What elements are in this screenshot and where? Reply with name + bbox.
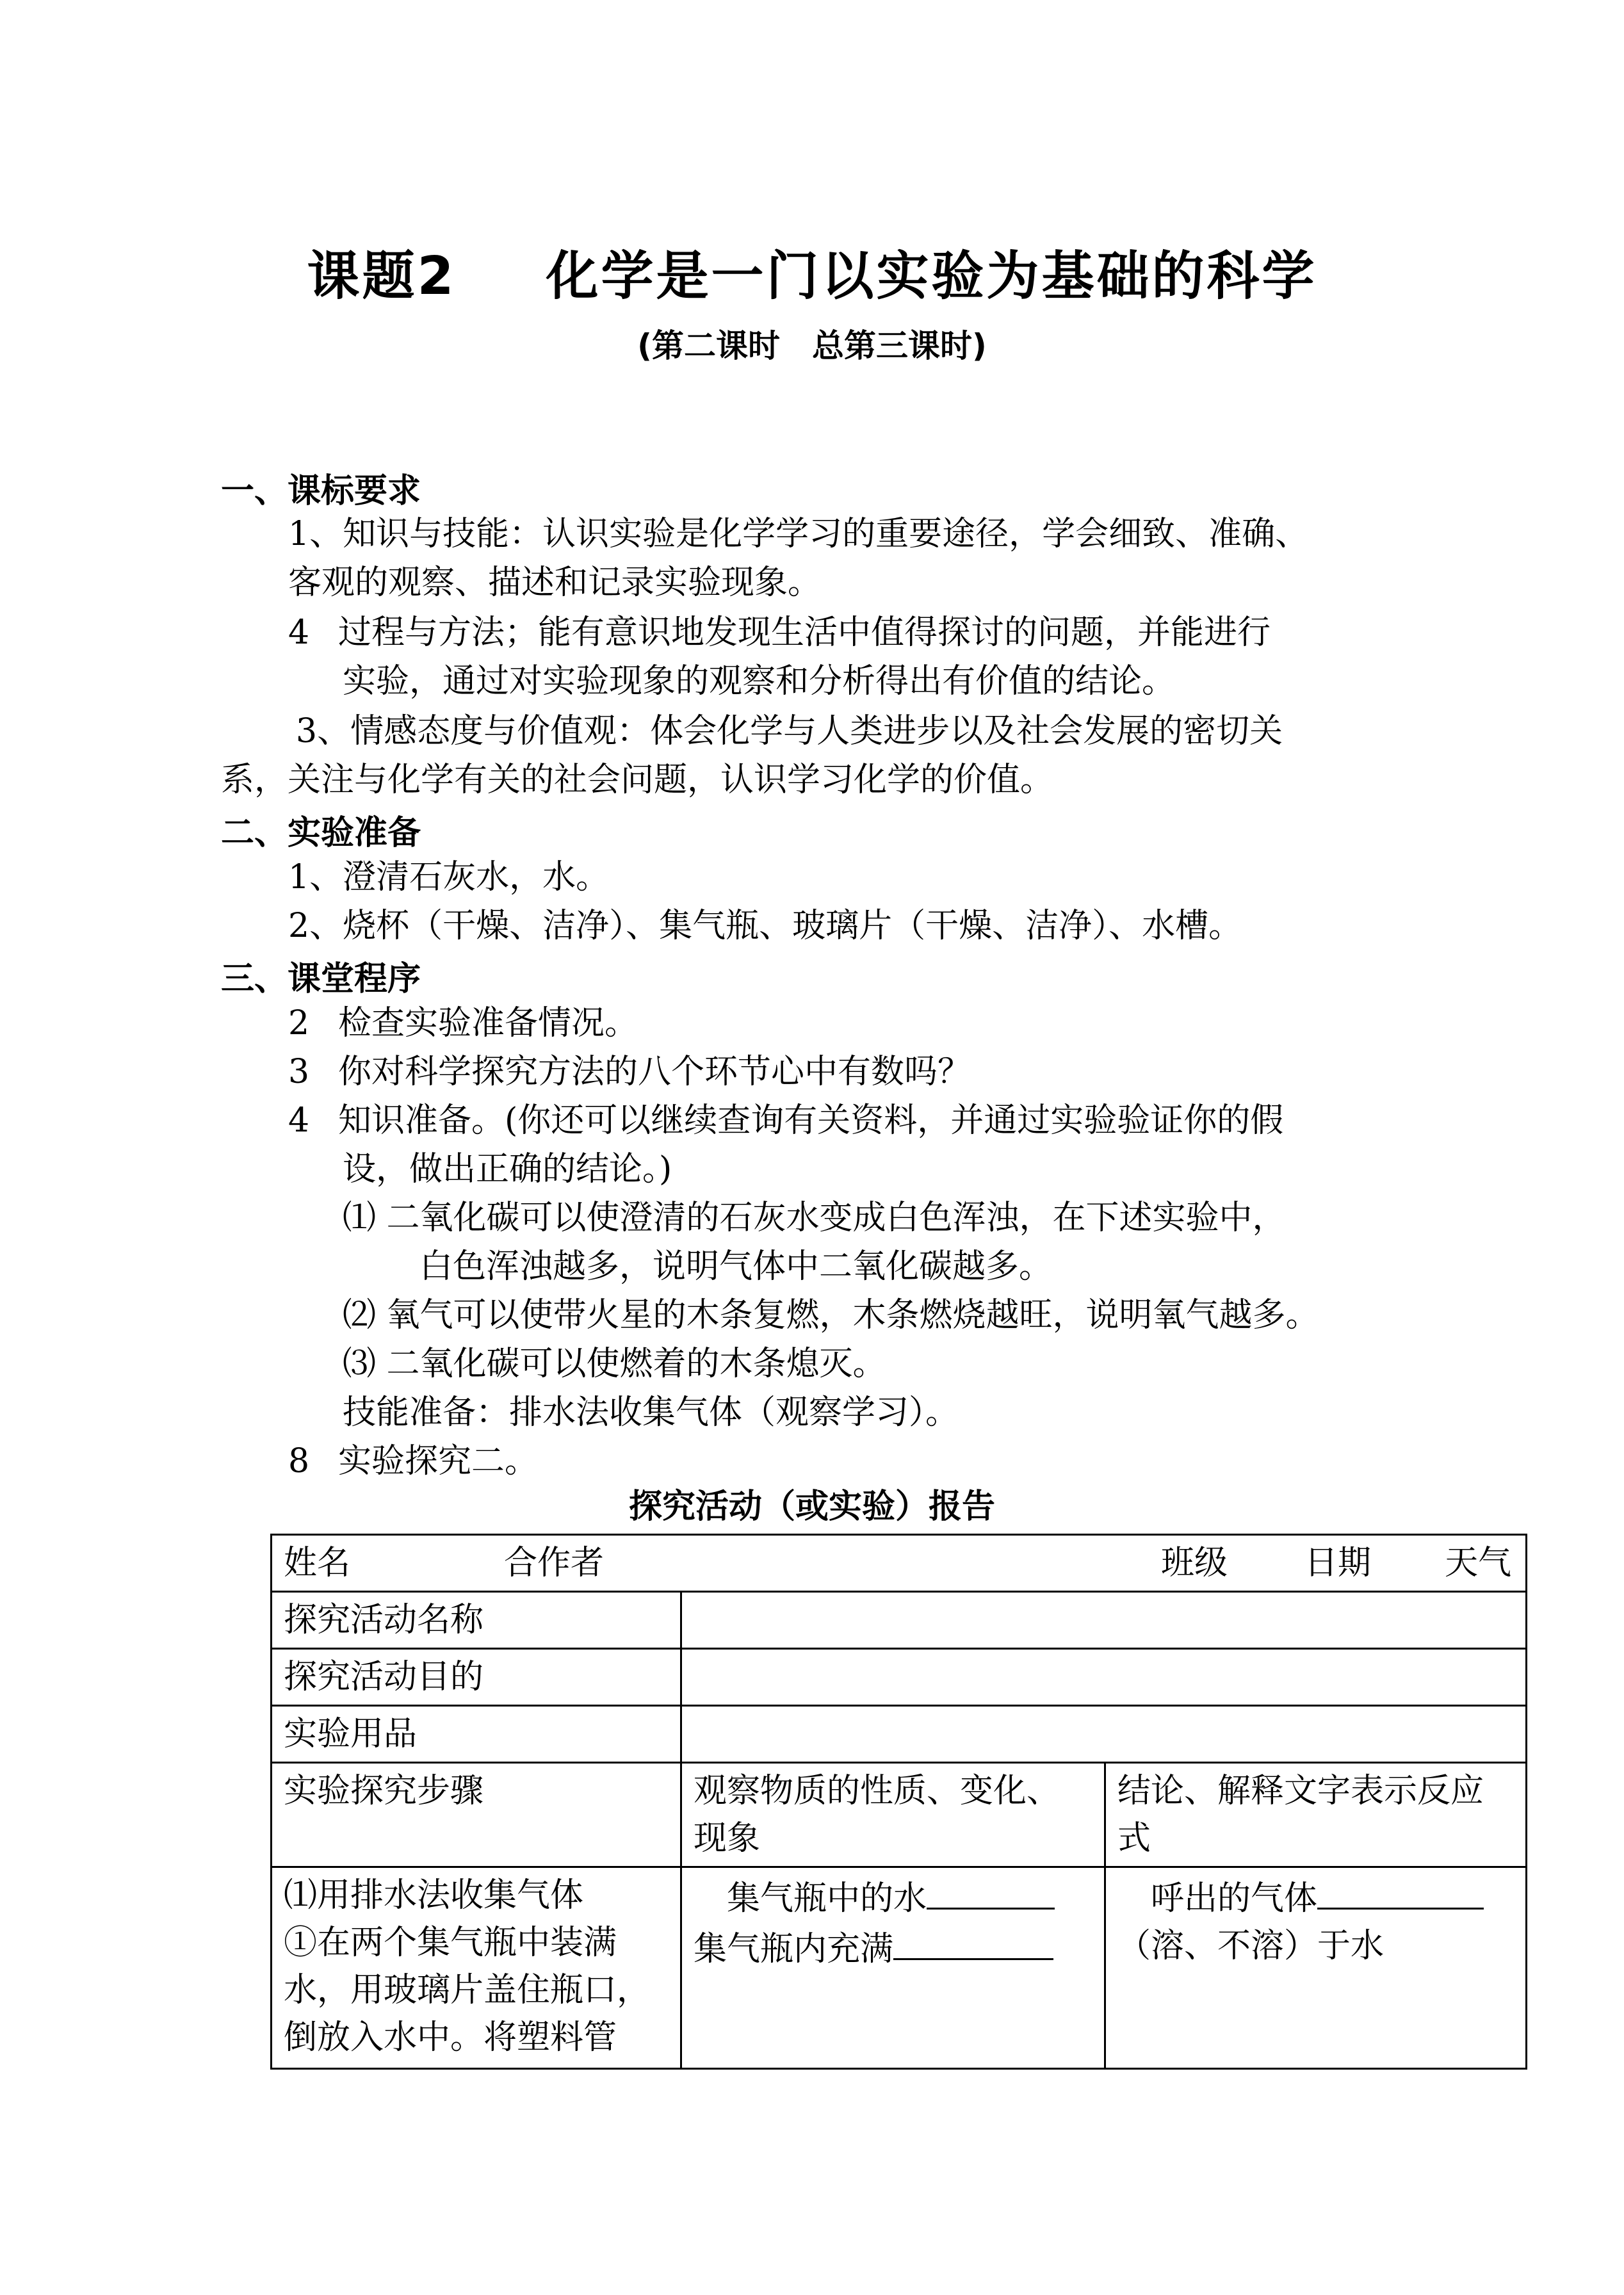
activity-goal-label: 探究活动目的 [272, 1649, 681, 1706]
materials-label: 实验用品 [272, 1706, 681, 1763]
lesson-name: 化学是一门以实验为基础的科学 [546, 246, 1317, 307]
step-cell-line2: ①在两个集气瓶中装满水，用玻璃片盖住瓶口，倒放入水中。将塑料管 [284, 1924, 651, 2057]
section1-item2-line1: 4 过程与方法；能有意识地发现生活中值得探讨的问题，并能进行 [288, 608, 1271, 657]
date-label: 日期 [1304, 1544, 1372, 1582]
table-row [272, 1867, 1527, 2069]
report-table [270, 1534, 1527, 2070]
list-number: 2 [288, 1004, 310, 1042]
knowledge-1-line2: 白色浑浊越多，说明气体中二氧化碳越多。 [419, 1247, 1053, 1286]
steps-column-header: 实验探究步骤 [272, 1763, 681, 1867]
page-title [0, 234, 1624, 309]
name-label: 姓名 [284, 1544, 351, 1582]
observe-cell [681, 1867, 1105, 2069]
section3-step1: 2 检查实验准备情况。 [288, 999, 638, 1048]
header-cell [272, 1535, 1527, 1592]
section2-item2: 2、烧杯（干燥、洁净）、集气瓶、玻璃片（干燥、洁净）、水槽。 [288, 907, 1242, 945]
fill-blank[interactable] [1317, 1872, 1484, 1910]
list-number: 4 [288, 613, 310, 652]
section1-item2-line2: 实验，通过对实验现象的观察和分析得出有价值的结论。 [343, 662, 1176, 701]
section1-item1-line2: 客观的观察、描述和记录实验现象。 [288, 564, 822, 602]
knowledge-2: ⑵ 氧气可以使带火星的木条复燃，木条燃烧越旺，说明氧气越多。 [343, 1296, 1319, 1334]
fill-blank[interactable] [927, 1872, 1055, 1910]
section3-step2: 3 你对科学探究方法的八个环节心中有数吗？ [288, 1048, 971, 1096]
conclusion-column-header: 结论、解释文字表示反应式 [1105, 1763, 1527, 1867]
materials-value[interactable] [681, 1706, 1527, 1763]
activity-name-value[interactable] [681, 1592, 1527, 1649]
table-row [272, 1649, 1527, 1706]
observe-column-header: 观察物质的性质、变化、现象 [681, 1763, 1105, 1867]
activity-name-label: 探究活动名称 [272, 1592, 681, 1649]
section1-item3-line2: 系，关注与化学有关的社会问题，认识学习化学的价值。 [221, 761, 1054, 799]
activity-goal-value[interactable] [681, 1649, 1527, 1706]
section3-step3-line2: 设，做出正确的结论。) [343, 1150, 672, 1188]
list-number: 8 [288, 1442, 310, 1480]
knowledge-1-line1: ⑴ 二氧化碳可以使澄清的石灰水变成白色浑浊，在下述实验中， [343, 1199, 1286, 1237]
section-heading-3: 三、课堂程序 [221, 960, 421, 998]
knowledge-3: ⑶ 二氧化碳可以使燃着的木条熄灭。 [343, 1345, 886, 1383]
observe-line1: 集气瓶中的水 [727, 1879, 927, 1918]
column-header-row [272, 1763, 1527, 1867]
weather-label: 天气 [1445, 1544, 1512, 1582]
table-row [272, 1592, 1527, 1649]
page-subtitle: (第二课时 总第三课时) [637, 327, 987, 364]
list-number: 4 [288, 1101, 310, 1140]
skill-preparation: 技能准备：排水法收集气体（观察学习）。 [343, 1393, 959, 1432]
conclusion-cell [1105, 1867, 1527, 2069]
report-header-row [272, 1535, 1527, 1592]
section2-item1: 1、澄清石灰水，水。 [288, 858, 610, 896]
report-title: 探究活动（或实验）报告 [628, 1488, 995, 1526]
class-label: 班级 [1161, 1544, 1228, 1582]
observe-line2: 集气瓶内充满 [694, 1930, 894, 1968]
lesson-number: 课题2 [307, 246, 457, 307]
section3-step4: 8 实验探究二。 [288, 1437, 538, 1486]
fill-blank[interactable] [893, 1922, 1053, 1960]
section1-item3-line1: 3、情感态度与价值观：体会化学与人类进步以及社会发展的密切关 [296, 712, 1283, 750]
conclusion-line2: （溶、不溶）于水 [1117, 1927, 1384, 1965]
table-row [272, 1706, 1527, 1763]
section-heading-2: 二、实验准备 [221, 814, 421, 852]
step-cell [272, 1867, 681, 2069]
step-cell-line1: ⑴用排水法收集气体 [284, 1876, 584, 1915]
list-number: 3 [288, 1053, 310, 1091]
partner-label: 合作者 [504, 1544, 605, 1582]
section1-item1-line1: 1、知识与技能：认识实验是化学学习的重要途径，学会细致、准确、 [288, 515, 1309, 553]
section3-step3-line1: 4 知识准备。(你还可以继续查询有关资料，并通过实验验证你的假 [288, 1096, 1283, 1145]
conclusion-line1: 呼出的气体 [1151, 1879, 1318, 1918]
section-heading-1: 一、课标要求 [221, 472, 421, 510]
